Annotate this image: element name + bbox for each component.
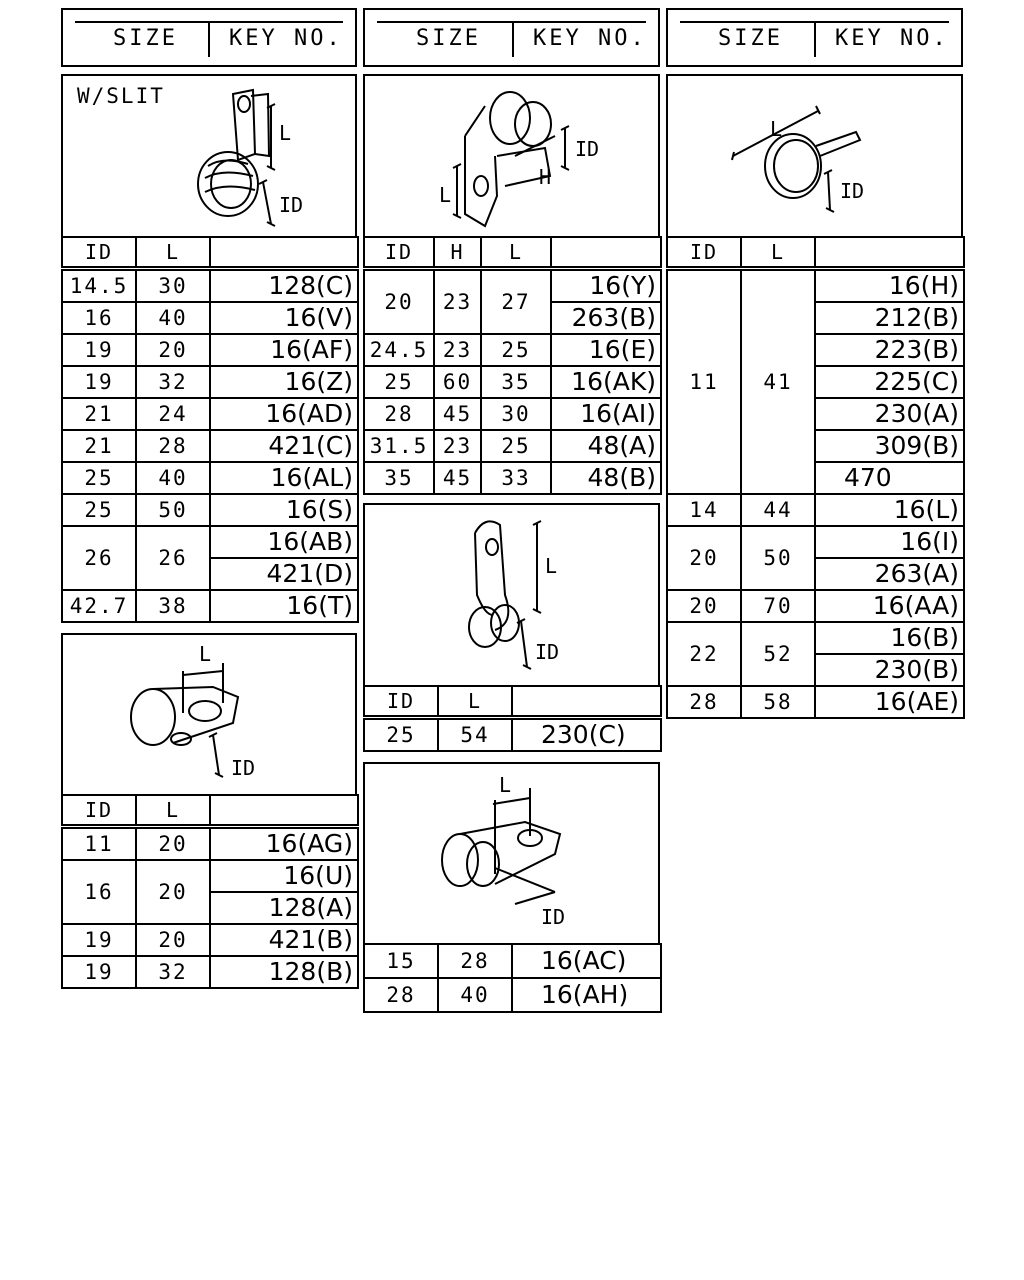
table-row: 24.5 23 25 16(E) [364,334,661,366]
figure-p-clip [363,503,660,687]
table-row: 263(A) [667,558,964,590]
table-row: 470 [667,462,964,494]
table-row: 11 41 16(H) [667,269,964,303]
size-header: SIZE [416,26,481,51]
table-row: 28 40 16(AH) [364,978,661,1012]
table-row: 11 20 16(AG) [62,827,358,861]
p-clip-table [363,685,662,752]
table-row: 421(D) [62,558,358,590]
table-row: 28 58 16(AE) [667,686,964,718]
col-key [815,237,964,269]
col-key [512,686,661,718]
figure-double-clip [363,762,660,945]
p-clip-drawing [365,505,658,685]
col-l: L [136,237,210,269]
table-row: 31.5 23 25 48(A) [364,430,661,462]
header-box-3 [666,8,963,67]
table-row: 16 40 16(V) [62,302,358,334]
header-divider [208,21,210,57]
table-row: 26 26 16(AB) [62,526,358,558]
table-row: 225(C) [667,366,964,398]
col-l: L [438,686,512,718]
table-row: 19 32 128(B) [62,956,358,988]
table-row: 230(B) [667,654,964,686]
table-row: 15 28 16(AC) [364,944,661,978]
stepped-strap-drawing [365,76,658,236]
table-row: 16 20 16(U) [62,860,358,892]
dim-id-label: ID [541,905,566,929]
table-row: 14.5 30 128(C) [62,269,358,303]
band-clamp-drawing [668,76,961,236]
col-id: ID [364,686,438,718]
col-id: ID [62,795,136,827]
dim-l-label: L [279,121,292,145]
col-key [551,237,661,269]
col-key [210,795,358,827]
size-header: SIZE [113,26,178,51]
col-l: L [136,795,210,827]
size-header: SIZE [718,26,783,51]
col-id: ID [667,237,741,269]
cushion-clip-drawing [63,635,355,794]
col-l: L [481,237,551,269]
dim-id-label: ID [535,640,560,664]
table-row: 128(A) [62,892,358,924]
figure-stepped-strap [363,74,660,238]
double-clip-drawing [365,764,658,943]
col-id: ID [62,237,136,269]
dim-h-label: H [539,165,552,189]
dim-l-label: L [199,642,212,666]
table-row: 20 50 16(I) [667,526,964,558]
table-row: 22 52 16(B) [667,622,964,654]
table-row: 25 50 16(S) [62,494,358,526]
table-row: 42.7 38 16(T) [62,590,358,622]
table-row: 19 20 421(B) [62,924,358,956]
dim-id-label: ID [279,193,304,217]
dim-l-label: L [770,117,783,141]
cushion-clip-table [61,794,359,989]
dim-l-label: L [439,183,452,207]
header-divider [512,21,514,57]
dim-l-label: L [499,773,512,797]
header-divider [814,21,816,57]
table-row: 230(A) [667,398,964,430]
table-row: 21 24 16(AD) [62,398,358,430]
table-row: 309(B) [667,430,964,462]
dim-id-label: ID [575,137,600,161]
col-id: ID [364,237,434,269]
col-l: L [741,237,815,269]
figure-slit-clip [61,74,357,238]
table-row: 263(B) [364,302,661,334]
table-row: 21 28 421(C) [62,430,358,462]
table-row: 19 20 16(AF) [62,334,358,366]
table-row: 25 60 35 16(AK) [364,366,661,398]
table-row: 19 32 16(Z) [62,366,358,398]
figure-band-clamp [666,74,963,238]
table-row: 25 54 230(C) [364,718,661,752]
key-no-header: KEY NO. [835,26,949,51]
header-box-1 [61,8,357,67]
table-row: 212(B) [667,302,964,334]
key-no-header: KEY NO. [533,26,647,51]
col-h: H [434,237,481,269]
double-clip-table [363,943,662,1013]
band-clamp-table [666,236,965,719]
col-key [210,237,358,269]
dim-id-label: ID [840,179,865,203]
slit-note: W/SLIT [77,84,165,108]
dim-id-label: ID [231,756,256,780]
slit-clip-drawing [63,76,355,236]
table-row: 223(B) [667,334,964,366]
key-no-header: KEY NO. [229,26,343,51]
table-row: 20 70 16(AA) [667,590,964,622]
slit-clip-table [61,236,359,623]
header-box-2 [363,8,660,67]
dim-l-label: L [545,554,558,578]
table-row: 25 40 16(AL) [62,462,358,494]
table-row: 14 44 16(L) [667,494,964,526]
stepped-strap-table [363,236,662,495]
figure-cushion-clip [61,633,357,796]
table-row: 20 23 27 16(Y) [364,269,661,303]
table-row: 28 45 30 16(AI) [364,398,661,430]
table-row: 35 45 33 48(B) [364,462,661,494]
